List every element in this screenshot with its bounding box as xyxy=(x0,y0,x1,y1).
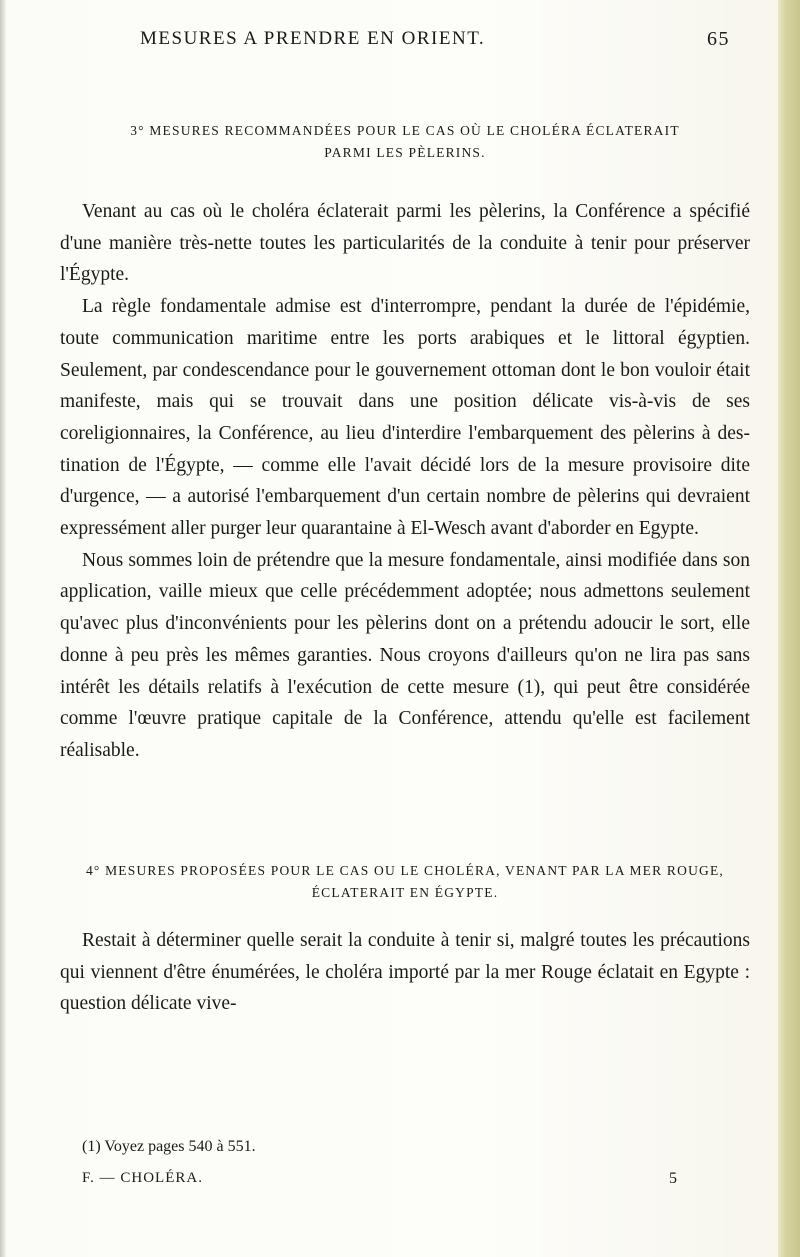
binding-edge xyxy=(0,0,6,1257)
paragraph: Venant au cas où le choléra éclaterait parmi les pèlerins, la Conférence a spécifié d'une manière très-nette toutes les particularités de la conduite à tenir pour préserver l'Égypte. xyxy=(60,201,750,286)
paragraph: Restait à déterminer quelle serait la conduite à tenir si, malgré toutes les précautions qui viennent d'être énumérées, le choléra importé par la mer Rouge éclatait en Egypte : question délicate vive- xyxy=(60,930,750,1015)
section-heading-line: ÉCLATERAIT EN ÉGYPTE. xyxy=(311,885,499,900)
section-body-4 xyxy=(60,925,750,1020)
section-heading-line: 4° MESURES PROPOSÉES POUR LE CAS OU LE CHOLÉRA, VENANT PAR LA MER ROUGE, xyxy=(85,863,724,878)
section-heading-4 xyxy=(60,860,750,904)
paragraph: Nous sommes loin de prétendre que la mesure fondamentale, ainsi modifiée dans son application, vaille mieux que celle précédemment adoptée; nous admettons seulement qu'avec plus d'inconvénients pour les pèlerins dont on a prétendu adoucir le sort, elle donne à peu près les mêmes garanties. Nous croyons d'ailleurs qu'on ne lira pas sans intérêt les détails relatifs à l'exécution de cette mesure (1), qui peut être considérée comme l'œuvre pratique capitale de la Conférence, attendu qu'elle est facilement réalisable. xyxy=(60,549,750,761)
signature-line xyxy=(82,1170,742,1187)
section-heading-3 xyxy=(60,120,750,164)
page-number: 65 xyxy=(707,28,730,50)
signature-number: 5 xyxy=(669,1170,678,1187)
section-heading-line: PARMI LES PÈLERINS. xyxy=(324,145,486,160)
section-body-3 xyxy=(60,196,750,767)
running-title: MESURES A PRENDRE EN ORIENT. xyxy=(140,28,486,49)
section-heading-line: 3° MESURES RECOMMANDÉES POUR LE CAS OÙ LE CHOLÉRA ÉCLATERAIT xyxy=(130,123,680,138)
signature-mark: F. — CHOLÉRA. xyxy=(82,1170,203,1186)
paragraph: La règle fondamentale admise est d'interrompre, pendant la durée de l'épidémie, toute communication maritime entre les ports arabiques et le littoral égyptien. Seulement, par condescendance pour le gouvernement ottoman dont le bon vouloir était manifeste, mais qui se trouvait dans une position délicate vis-à-vis de ses coreligionnaires, la Conférence, au lieu d'interdire l'embarquement des pèlerins à destination de l'Égypte, — comme elle l'avait décidé lors de la mesure provisoire dite d'urgence, — a autorisé l'embarquement d'un certain nombre de pèlerins qui devraient expressément aller purger leur quarantaine à El-Wesch avant d'aborder en Egypte. xyxy=(60,296,750,540)
page-edge xyxy=(778,0,800,1257)
footnote: (1) Voyez pages 540 à 551. xyxy=(82,1138,256,1155)
